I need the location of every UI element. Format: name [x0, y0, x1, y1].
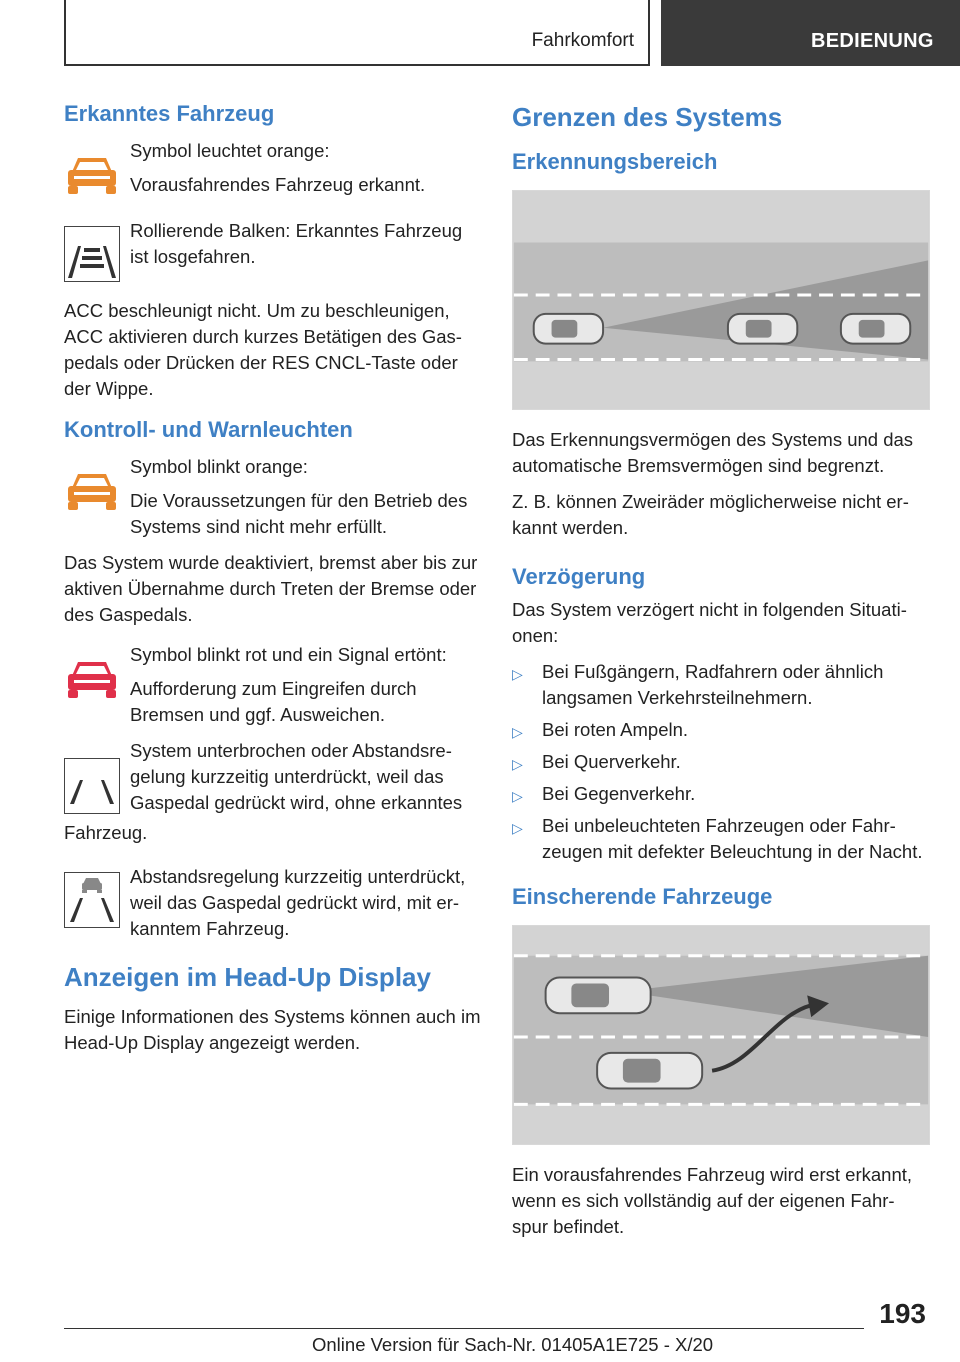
heading-einscherende-fahrzeuge: Einscherende Fahrzeuge [512, 884, 773, 909]
paragraph: Das System verzögert nicht in folgenden Situati‐onen: [512, 599, 907, 646]
list-item: ▷ Bei unbeleuchteten Fahrzeugen oder Fahr‐zeugen mit defekter Beleuchtung in der Nacht. [512, 815, 923, 862]
heading-erkennungsbereich: Erkennungsbereich [512, 149, 718, 174]
indicator-rolling-bars [64, 218, 482, 288]
rolling-bars-icon [64, 226, 120, 282]
indicator-text: Aufforderung zum Eingreifen durch Bremsen und ggf. Ausweichen. [130, 678, 417, 725]
triangle-bullet-icon: ▷ [512, 666, 523, 682]
heading-grenzen: Grenzen des Systems [512, 102, 783, 132]
list-item: ▷ Bei Gegenverkehr. [512, 781, 930, 807]
header-frame [64, 0, 650, 66]
indicator-text: Symbol leuchtet orange: [130, 140, 330, 161]
cut-in-illustration [512, 925, 930, 1145]
paragraph: Das Erkennungsvermögen des Systems und das automatische Bremsvermögen sind begrenzt. [512, 429, 914, 476]
list-item: ▷ Bei Querverkehr. [512, 749, 930, 775]
indicator-text: Rollierende Balken: Erkanntes Fahrzeug ist losgefahren. [130, 220, 463, 267]
paragraph: Das System wurde deaktiviert, bremst aber bis zur aktiven Übernahme durch Treten der Bremse oder des Gaspedals. [64, 552, 478, 625]
bullet-list [512, 659, 930, 865]
indicator-text: Symbol blinkt rot und ein Signal ertönt: [130, 644, 447, 665]
indicator-text: Vorausfahrendes Fahrzeug erkannt. [130, 174, 426, 195]
triangle-bullet-icon: ▷ [512, 788, 523, 804]
indicator-lane-lines [64, 738, 482, 816]
indicator-text-tail: Fahrzeug. [64, 822, 148, 843]
section-title: Fahrkomfort [531, 30, 634, 51]
indicator-text: Symbol blinkt orange: [130, 456, 308, 477]
paragraph: ACC beschleunigt nicht. Um zu beschleunigen, ACC aktivieren durch kurzes Betätigen des Gas‐pedals oder Drücken der RES CNCL-Taste oder der Wippe. [64, 300, 462, 399]
indicator-lane-car [64, 864, 482, 942]
indicator-text: Die Voraussetzungen für den Betrieb des Systems sind nicht mehr erfüllt. [130, 490, 468, 537]
lane-car-icon [64, 872, 120, 928]
triangle-bullet-icon: ▷ [512, 724, 523, 740]
chapter-tab: BEDIENUNG [661, 0, 960, 66]
indicator-red-blink [64, 642, 482, 728]
car-icon [64, 650, 120, 706]
paragraph: Ein vorausfahrendes Fahrzeug wird erst erkannt, wenn es sich vollständig auf der eigenen Fahr‐spur befindet. [512, 1164, 913, 1237]
heading-erkanntes-fahrzeug: Erkanntes Fahrzeug [64, 101, 275, 126]
car-icon [64, 146, 120, 202]
detection-range-illustration [512, 190, 930, 410]
footer-divider [64, 1328, 864, 1329]
car-icon [64, 462, 120, 518]
indicator-text: System unterbrochen oder Abstandsre‐gelung kurzzeitig unterdrückt, weil das Gaspedal gedrückt wird, ohne erkanntes [130, 740, 463, 813]
paragraph: Einige Informationen des Systems können auch im Head-Up Display angezeigt werden. [64, 1006, 481, 1053]
triangle-bullet-icon: ▷ [512, 820, 523, 836]
right-column [512, 100, 930, 1250]
triangle-bullet-icon: ▷ [512, 756, 523, 772]
heading-verzoegerung: Verzögerung [512, 564, 646, 589]
indicator-orange-blink [64, 454, 482, 540]
list-item: ▷ Bei roten Ampeln. [512, 717, 930, 743]
indicator-orange-steady [64, 138, 482, 208]
footer-version-text: Online Version für Sach-Nr. 01405A1E725 - X/20 [312, 1334, 714, 1355]
heading-head-up-display: Anzeigen im Head-Up Display [64, 962, 431, 992]
paragraph: Z. B. können Zweiräder möglicherweise nicht er‐kannt werden. [512, 491, 909, 538]
lane-lines-icon [64, 758, 120, 814]
heading-kontroll-warnleuchten: Kontroll- und Warnleuchten [64, 417, 353, 442]
page-number: 193 [879, 1298, 926, 1329]
list-item: ▷ Bei Fußgängern, Radfahrern oder ähnlich langsamen Verkehrsteilnehmern. [512, 661, 884, 708]
indicator-text: Abstandsregelung kurzzeitig unterdrückt, weil das Gaspedal gedrückt wird, mit er‐kanntem Fahrzeug. [130, 866, 466, 939]
left-column [64, 100, 482, 1066]
